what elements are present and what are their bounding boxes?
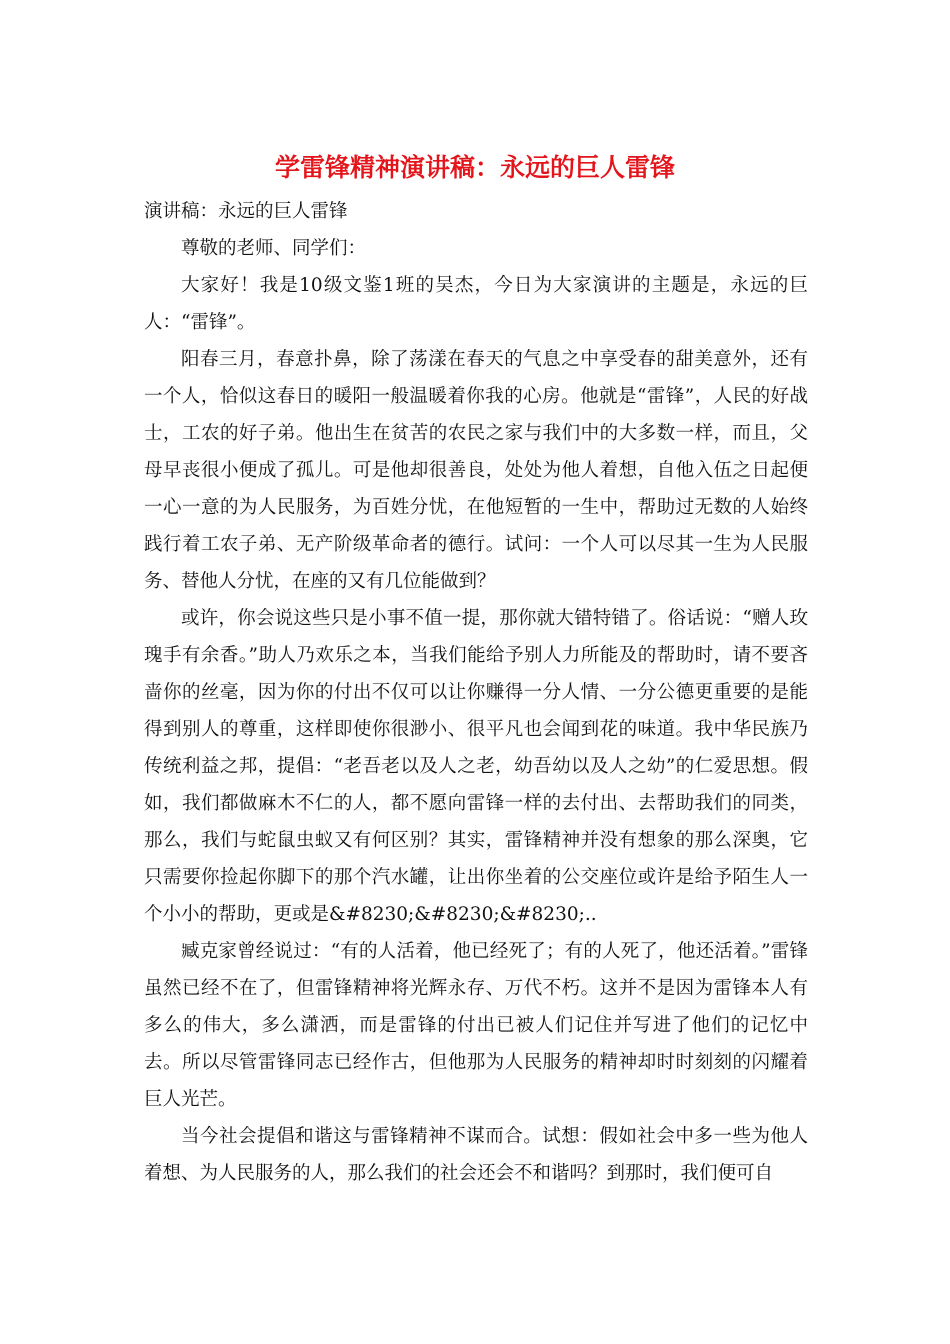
paragraph-harmony: 当今社会提倡和谐这与雷锋精神不谋而合。试想：假如社会中多一些为他人着想、为人民服务的人，那么我们的社会还会不和谐吗？到那时，我们便可自 xyxy=(144,1126,808,1184)
paragraph-zang-kejia: 臧克家曾经说过：“有的人活着，他已经死了；有的人死了，他还活着。”雷锋虽然已经不在了，但雷锋精神将光辉永存、万代不朽。这并不是因为雷锋本人有多么的伟大，多么潇洒，而是雷锋的付出已被人们记住并写进了他们的记忆中去。所以尽管雷锋同志已经作古，但他那为人民服务的精神却时时刻刻的闪耀着巨人光芒。 xyxy=(144,941,808,1110)
document-subtitle: 演讲稿：永远的巨人雷锋 xyxy=(144,201,348,222)
paragraph-small-things: 或许，你会说这些只是小事不值一提，那你就大错特错了。俗话说：“赠人玫瑰手有余香。”助人乃欢乐之本，当我们能给予别人力所能及的帮助时，请不要吝啬你的丝毫，因为你的付出不仅可以让你赚得一分人情、一分公德更重要的是能得到别人的尊重，这样即使你很渺小、很平凡也会闻到花的味道。我中华民族乃传统利益之邦，提倡：“老吾老以及人之老，幼吾幼以及人之幼”的仁爱思想。假如，我们都做麻木不仁的人，都不愿向雷锋一样的去付出、去帮助我们的同类，那么，我们与蛇鼠虫蚁又有何区别？其实，雷锋精神并没有想象的那么深奥，它只需要你捡起你脚下的那个汽水罐，让出你坐着的公交座位或许是给予陌生人一个小小的帮助，更或是&#8230;&#8230;&#8230;.. xyxy=(144,608,808,925)
paragraph-salutation: 尊敬的老师、同学们： xyxy=(181,238,367,259)
paragraph-greeting: 大家好！我是10级文鉴1班的吴杰，今日为大家演讲的主题是，永远的巨人：“雷锋”。 xyxy=(144,275,808,333)
paragraph-spring: 阳春三月，春意扑鼻，除了荡漾在春天的气息之中享受春的甜美意外，还有一个人，恰似这春日的暖阳一般温暖着你我的心房。他就是“雷锋”，人民的好战士，工农的好子弟。他出生在贫苦的农民之家与我们中的大多数一样，而且，父母早丧很小便成了孤儿。可是他却很善良，处处为他人着想，自他入伍之日起便一心一意的为人民服务，为百姓分忧，在他短暂的一生中，帮助过无数的人始终践行着工农子弟、无产阶级革命者的德行。试问：一个人可以尽其一生为人民服务、替他人分忧，在座的又有几位能做到？ xyxy=(144,349,808,592)
document-title: 学雷锋精神演讲稿：永远的巨人雷锋 xyxy=(274,153,675,182)
document-body xyxy=(144,193,808,1192)
